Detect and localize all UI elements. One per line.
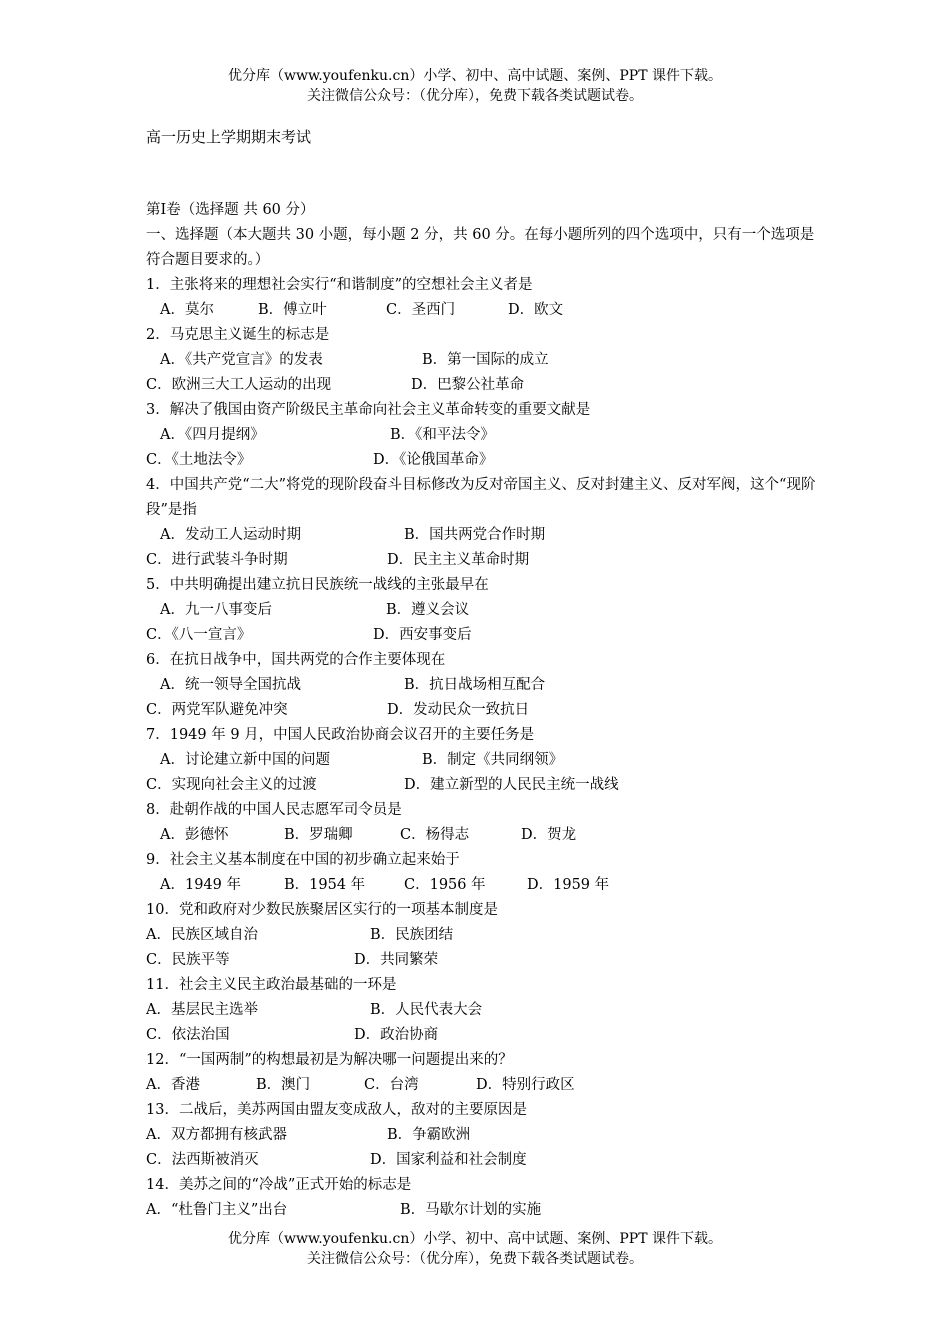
option: D．民主主义革命时期 — [387, 552, 530, 568]
option: D．发动民众一致抗日 — [387, 702, 530, 718]
document-title: 高一历史上学期期末考试 — [146, 128, 312, 146]
question-stem: 9．社会主义基本制度在中国的初步确立起来始于 — [146, 852, 460, 868]
option: A．彭德怀 — [160, 827, 229, 843]
header-line-1: 优分库（www.youfenku.cn）小学、初中、高中试题、案例、PPT 课件下载。 — [227, 68, 722, 84]
question-stem: 11．社会主义民主政治最基础的一环是 — [146, 977, 397, 993]
options-row — [146, 823, 816, 848]
option: C．进行武装斗争时期 — [146, 552, 288, 568]
question-stem: 4．中国共产党“二大”将党的现阶段奋斗目标修改为反对帝国主义、反对封建主义、反对军阀，这个“现阶段”是指 — [146, 477, 816, 518]
option: C．法西斯被消灭 — [146, 1152, 259, 1168]
options-row — [146, 623, 816, 648]
options-row — [146, 773, 816, 798]
options-row — [146, 873, 816, 898]
option: B．《和平法令》 — [390, 427, 495, 443]
option: D．巴黎公社革命 — [411, 377, 525, 393]
option: C．圣西门 — [386, 302, 456, 318]
option: A．九一八事变后 — [160, 602, 272, 618]
options-row — [146, 1123, 816, 1148]
options-row — [146, 348, 816, 373]
options-row — [146, 948, 816, 973]
option: B．争霸欧洲 — [387, 1127, 471, 1143]
options-row — [146, 923, 816, 948]
section-heading: 第Ⅰ卷（选择题 共 60 分） — [146, 202, 315, 218]
option: D．西安事变后 — [373, 627, 472, 643]
option: C．杨得志 — [400, 827, 470, 843]
options-row — [146, 1198, 816, 1223]
question-stem: 13．二战后，美苏两国由盟友变成敌人，敌对的主要原因是 — [146, 1102, 527, 1118]
option: A．统一领导全国抗战 — [160, 677, 301, 693]
option: A．《共产党宣言》的发表 — [160, 352, 323, 368]
option: C．实现向社会主义的过渡 — [146, 777, 317, 793]
option: D．特别行政区 — [476, 1077, 575, 1093]
option: B．第一国际的成立 — [422, 352, 549, 368]
options-row — [146, 298, 816, 323]
option: B．傅立叶 — [258, 302, 327, 318]
options-row — [146, 998, 816, 1023]
option: C．民族平等 — [146, 952, 230, 968]
part-instruction: 一、选择题（本大题共 30 小题，每小题 2 分，共 60 分。在每小题所列的四个选项中，只有一个选项是符合题目要求的。） — [146, 227, 815, 268]
question-stem: 8．赴朝作战的中国人民志愿军司令员是 — [146, 802, 402, 818]
options-row — [146, 373, 816, 398]
question-stem: 14．美苏之间的“冷战”正式开始的标志是 — [146, 1177, 412, 1193]
option: C．《八一宣言》 — [146, 627, 252, 643]
option: C．依法治国 — [146, 1027, 230, 1043]
option: D．欧文 — [508, 302, 564, 318]
question-stem: 3．解决了俄国由资产阶级民主革命向社会主义革命转变的重要文献是 — [146, 402, 591, 418]
options-row — [146, 548, 816, 573]
question-stem: 5．中共明确提出建立抗日民族统一战线的主张最早在 — [146, 577, 489, 593]
options-row — [146, 523, 816, 548]
option: B．人民代表大会 — [370, 1002, 483, 1018]
option: C．台湾 — [364, 1077, 419, 1093]
option: D．建立新型的人民民主统一战线 — [404, 777, 619, 793]
option: B．抗日战场相互配合 — [404, 677, 546, 693]
option: A．双方都拥有核武器 — [146, 1127, 287, 1143]
option: B．国共两党合作时期 — [404, 527, 546, 543]
option: D．国家利益和社会制度 — [370, 1152, 527, 1168]
option: A．1949 年 — [160, 877, 241, 893]
option: C．1956 年 — [404, 877, 486, 893]
option: A．民族区域自治 — [146, 927, 258, 943]
options-row — [146, 673, 816, 698]
question-stem: 6．在抗日战争中，国共两党的合作主要体现在 — [146, 652, 446, 668]
options-row — [146, 748, 816, 773]
option: A．“杜鲁门主义”出台 — [146, 1202, 288, 1218]
options-row — [146, 698, 816, 723]
options-row — [146, 1023, 816, 1048]
option: A．莫尔 — [160, 302, 214, 318]
option: A．香港 — [146, 1077, 200, 1093]
option: D．贺龙 — [521, 827, 577, 843]
option: A．基层民主选举 — [146, 1002, 258, 1018]
option: D．政治协商 — [354, 1027, 439, 1043]
option: B．马歇尔计划的实施 — [400, 1202, 542, 1218]
options-row — [146, 1073, 816, 1098]
question-stem: 10．党和政府对少数民族聚居区实行的一项基本制度是 — [146, 902, 498, 918]
option: A．讨论建立新中国的问题 — [160, 752, 330, 768]
page-header — [0, 66, 950, 106]
option: C．《土地法令》 — [146, 452, 252, 468]
footer-line-2: 关注微信公众号：（优分库），免费下载各类试题试卷。 — [307, 1251, 643, 1267]
options-row — [146, 423, 816, 448]
option: C．两党军队避免冲突 — [146, 702, 288, 718]
header-line-2: 关注微信公众号：（优分库），免费下载各类试题试卷。 — [307, 88, 643, 104]
option: D．1959 年 — [527, 877, 610, 893]
exam-body — [146, 198, 816, 1223]
option: D．《论俄国革命》 — [373, 452, 494, 468]
option: A．《四月提纲》 — [160, 427, 265, 443]
question-stem: 1．主张将来的理想社会实行“和谐制度”的空想社会主义者是 — [146, 277, 533, 293]
question-stem: 2．马克思主义诞生的标志是 — [146, 327, 330, 343]
options-row — [146, 598, 816, 623]
option: B．罗瑞卿 — [284, 827, 353, 843]
option: B．民族团结 — [370, 927, 454, 943]
option: C．欧洲三大工人运动的出现 — [146, 377, 332, 393]
options-row — [146, 1148, 816, 1173]
question-stem: 12．“一国两制”的构想最初是为解决哪一问题提出来的？ — [146, 1052, 513, 1068]
question-stem: 7．1949 年 9 月，中国人民政治协商会议召开的主要任务是 — [146, 727, 535, 743]
options-row — [146, 448, 816, 473]
option: B．澳门 — [256, 1077, 311, 1093]
option: B．制定《共同纲领》 — [422, 752, 564, 768]
footer-line-1: 优分库（www.youfenku.cn）小学、初中、高中试题、案例、PPT 课件下载。 — [227, 1231, 722, 1247]
page-footer — [0, 1229, 950, 1269]
option: D．共同繁荣 — [354, 952, 439, 968]
option: B．1954 年 — [284, 877, 366, 893]
option: A．发动工人运动时期 — [160, 527, 301, 543]
option: B．遵义会议 — [386, 602, 470, 618]
